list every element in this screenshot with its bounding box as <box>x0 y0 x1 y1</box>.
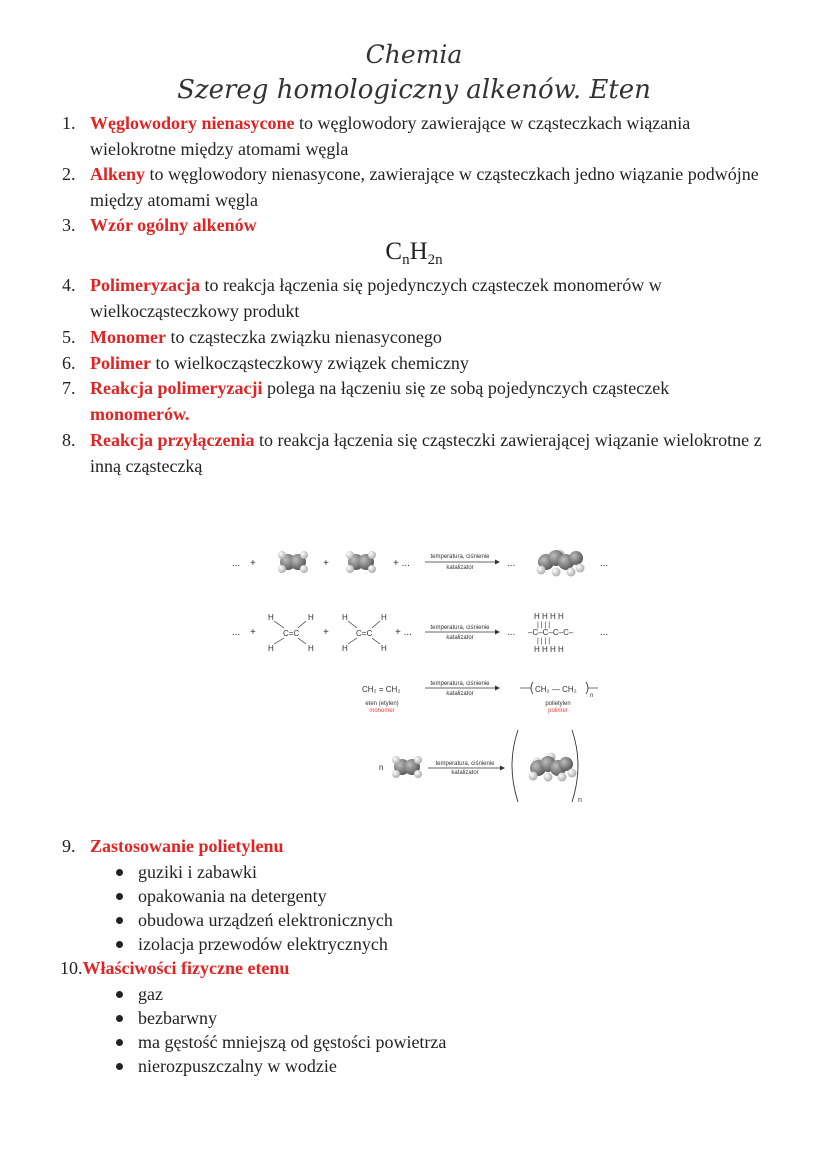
definition-item <box>62 213 762 239</box>
formula-carbon-subscript: n <box>402 252 410 268</box>
item-number: 5. <box>62 327 76 347</box>
dots-text: ... <box>507 558 516 569</box>
arrow-condition-top: temperatura, ciśnienie <box>435 761 495 767</box>
ethene-structural-formula <box>342 613 387 653</box>
page-subtitle: Szereg homologiczny alkenów. Eten <box>177 75 651 105</box>
chain-hydrogens-bottom: H H H H <box>534 645 564 654</box>
section-heading <box>62 834 762 860</box>
polymer-name: polietylen <box>545 701 571 707</box>
arrow-head-icon <box>495 560 500 565</box>
formula-hydrogen: H <box>409 238 428 265</box>
list-item: opakowania na detergenty <box>110 884 393 908</box>
item-text: to wielkocząsteczkowy związek chemiczny <box>150 353 469 373</box>
list-item: bezbarwny <box>110 1006 446 1030</box>
item-number: 7. <box>62 378 76 398</box>
arrow-head-icon <box>495 686 500 691</box>
dots-text: ... <box>232 627 241 638</box>
item-term: Alkeny <box>90 164 146 184</box>
double-bond-label: C=C <box>356 629 373 638</box>
list-item: gaz <box>110 982 446 1006</box>
hydrogen-label: H <box>342 644 348 653</box>
plus-sign: + <box>250 558 256 569</box>
definition-item <box>62 111 762 162</box>
item-term: Wzór ogólny alkenów <box>90 215 257 235</box>
definition-item <box>62 162 762 213</box>
ethene-molecule-icon <box>278 551 308 573</box>
definition-item <box>62 325 762 351</box>
arrow-head-icon <box>500 766 505 771</box>
definition-item <box>62 273 762 324</box>
plus-dots: + ... <box>395 627 412 638</box>
item-number: 9. <box>62 836 76 856</box>
ethene-molecule-icon <box>346 551 376 573</box>
page-title: Chemia <box>365 40 463 69</box>
hydrogen-label: H <box>268 613 274 622</box>
polyethylene-structural-formula <box>528 612 574 654</box>
arrow-condition-top: temperatura, ciśnienie <box>430 681 490 687</box>
dots-text: ... <box>600 558 609 569</box>
chain-hydrogens-top: H H H H <box>534 612 564 621</box>
item-number: 2. <box>62 164 76 184</box>
double-bond-label: C=C <box>283 629 300 638</box>
arrow-condition-bottom: katalizator <box>451 770 479 776</box>
list-item: ma gęstość mniejszą od gęstości powietrza <box>110 1030 446 1054</box>
n-subscript: n <box>578 797 582 804</box>
monomer-label: monomer <box>369 708 395 714</box>
item-number: 8. <box>62 430 76 450</box>
definition-item <box>62 376 762 427</box>
item-text: polega na łączeniu się ze sobą pojedynczych cząsteczek <box>262 378 670 398</box>
list-item: izolacja przewodów elektrycznych <box>110 932 393 956</box>
section-title: Zastosowanie polietylenu <box>90 836 284 856</box>
item-term: Reakcja przyłączenia <box>90 430 255 450</box>
monomer-formula: CH₂ = CH₂ <box>362 685 401 694</box>
definition-item <box>62 351 762 377</box>
svg-text:CH₂ — CH₂: CH₂ — CH₂ <box>535 685 577 694</box>
list-item: obudowa urządzeń elektronicznych <box>110 908 393 932</box>
item-number: 6. <box>62 353 76 373</box>
polymer-formula <box>520 682 598 699</box>
arrow-condition-bottom: katalizator <box>446 635 474 641</box>
polyethylene-chain-icon <box>537 550 585 577</box>
polymerization-diagram <box>0 530 828 810</box>
arrow-condition-bottom: katalizator <box>446 565 474 571</box>
chain-bonds-top: | | | | <box>537 622 551 629</box>
polyethylene-chain-icon <box>529 753 577 782</box>
hydrogen-label: H <box>381 644 387 653</box>
plus-dots: + ... <box>393 558 410 569</box>
formula-hydrogen-subscript: 2n <box>427 252 443 268</box>
svg-text:n: n <box>590 693 594 699</box>
section-heading <box>60 956 760 982</box>
plus-sign: + <box>323 558 329 569</box>
item-number: 10. <box>60 958 83 978</box>
dots-text: ... <box>600 627 609 638</box>
item-term: Polimer <box>90 353 151 373</box>
hydrogen-label: H <box>381 613 387 622</box>
formula-carbon: C <box>385 238 403 265</box>
chain-bonds-bottom: | | | | <box>537 638 551 645</box>
list-item: nierozpuszczalny w wodzie <box>110 1054 446 1078</box>
item-number: 3. <box>62 215 76 235</box>
hydrogen-label: H <box>268 644 274 653</box>
arrow-condition-top: temperatura, ciśnienie <box>430 554 490 560</box>
hydrogen-label: H <box>342 613 348 622</box>
chain-carbons: –C–C–C–C– <box>528 628 574 637</box>
monomer-name: eten (etylen) <box>365 701 399 707</box>
plus-sign: + <box>250 627 256 638</box>
item-text: to węglowodory nienasycone, zawierające w cząsteczkach jedno wiązanie podwójne między atomami węgla <box>90 164 759 210</box>
item-number: 4. <box>62 275 76 295</box>
arrow-condition-bottom: katalizator <box>446 691 474 697</box>
arrow-condition-top: temperatura, ciśnienie <box>430 625 490 631</box>
item-term: Węglowodory nienasycone <box>90 113 295 133</box>
item-text: to reakcja łączenia się cząsteczki zawierającej wiązanie wielokrotne z inną cząsteczką <box>90 430 762 476</box>
plus-sign: + <box>323 627 329 638</box>
applications-list <box>110 860 393 956</box>
item-text: to cząsteczka związku nienasyconego <box>165 327 442 347</box>
item-term: Reakcja polimeryzacji <box>90 378 263 398</box>
dots-text: ... <box>507 627 516 638</box>
definition-item <box>62 428 762 479</box>
ethene-molecule-icon <box>392 756 422 778</box>
n-label: n <box>379 763 384 772</box>
list-item: guziki i zabawki <box>110 860 393 884</box>
hydrogen-label: H <box>308 613 314 622</box>
item-term: Monomer <box>90 327 166 347</box>
item-number: 1. <box>62 113 76 133</box>
hydrogen-label: H <box>308 644 314 653</box>
item-term-2: monomerów. <box>90 403 190 424</box>
dots-text: ... <box>232 558 241 569</box>
item-term: Polimeryzacja <box>90 275 200 295</box>
properties-list <box>110 982 446 1078</box>
section-title: Właściwości fizyczne etenu <box>82 958 290 978</box>
item-text: to reakcja łączenia się pojedynczych cząsteczek monomerów w wielkocząsteczkowy produkt <box>90 275 662 321</box>
ethene-structural-formula <box>268 613 314 653</box>
arrow-head-icon <box>495 630 500 635</box>
item-text: to węglowodory zawierające w cząsteczkach wiązania wielokrotne między atomami węgla <box>90 113 691 159</box>
left-bracket <box>512 730 518 802</box>
right-bracket <box>572 730 578 802</box>
polymer-label: polimer <box>548 708 568 714</box>
general-formula <box>0 238 828 269</box>
